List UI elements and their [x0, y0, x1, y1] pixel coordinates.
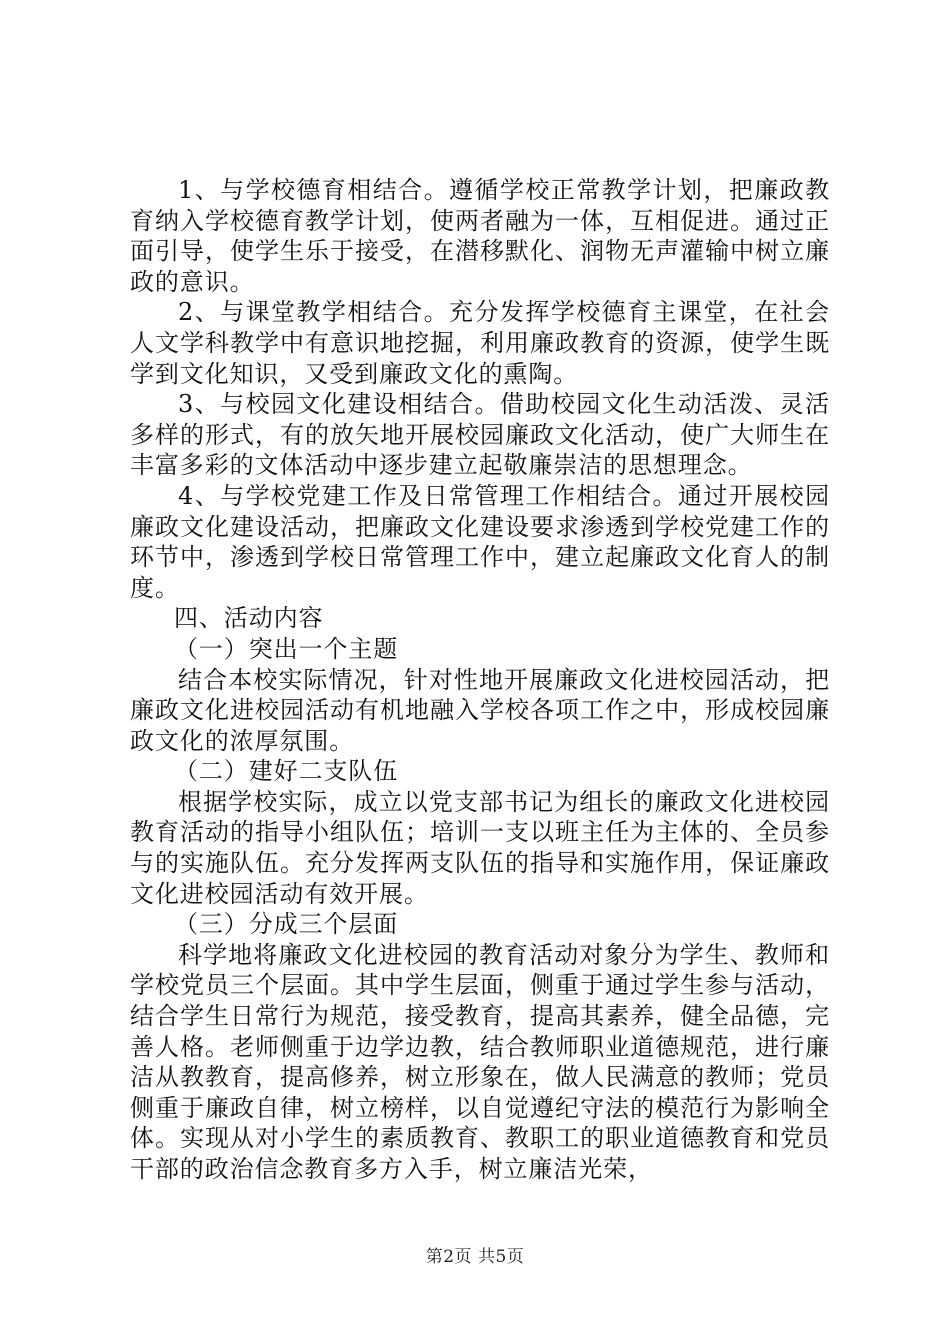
document-body: [130, 175, 830, 1185]
paragraph-one-theme: 结合本校实际情况，针对性地开展廉政文化进校园活动，把廉政文化进校园活动有机地融入学校各项工作之中，形成校园廉政文化的浓厚氛围。: [130, 665, 830, 755]
paragraph-classroom-teaching: 2、与课堂教学相结合。充分发挥学校德育主课堂，在社会人文学科教学中有意识地挖掘，利用廉政教育的资源，使学生既学到文化知识，又受到廉政文化的熏陶。: [130, 298, 830, 388]
subheading-one-theme: （一）突出一个主题: [174, 634, 399, 663]
paragraph-party-building: 4、与学校党建工作及日常管理工作相结合。通过开展校园廉政文化建设活动，把廉政文化建设要求渗透到学校党建工作的环节中，渗透到学校日常管理工作中，建立起廉政文化育人的制度。: [130, 481, 830, 602]
page-number-footer: 第2页 共5页: [425, 1247, 525, 1267]
paragraph-three-levels: 科学地将廉政文化进校园的教育活动对象分为学生、教师和学校党员三个层面。其中学生层面，侧重于通过学生参与活动，结合学生日常行为规范，接受教育，提高其素养，健全品德，完善人格。老师侧重于边学边教，结合教师职业道德规范，进行廉洁从教教育，提高修养，树立形象在，做人民满意的教师；党员侧重于廉政自律，树立榜样，以自觉遵纪守法的模范行为影响全体。实现从对小学生的素质教育、教职工的职业道德教育和党员干部的政治信念教育多方入手，树立廉洁光荣，: [130, 940, 830, 1183]
paragraph-moral-education: 1、与学校德育相结合。遵循学校正常教学计划，把廉政教育纳入学校德育教学计划，使两者融为一体，互相促进。通过正面引导，使学生乐于接受，在潜移默化、润物无声灌输中树立廉政的意识。: [130, 176, 830, 296]
paragraph-campus-culture: 3、与校园文化建设相结合。借助校园文化生动活泼、灵活多样的形式，有的放矢地开展校园廉政文化活动，使广大师生在丰富多彩的文体活动中逐步建立起敬廉崇洁的思想理念。: [130, 390, 830, 480]
paragraph-two-teams: 根据学校实际，成立以党支部书记为组长的廉政文化进校园教育活动的指导小组队伍；培训一支以班主任为主体的、全员参与的实施队伍。充分发挥两支队伍的指导和实施作用，保证廉政文化进校园活动有效开展。: [130, 787, 830, 908]
subheading-three-levels: （三）分成三个层面: [174, 910, 399, 939]
section-heading-activity-content: 四、活动内容: [174, 604, 324, 633]
subheading-two-teams: （二）建好二支队伍: [174, 757, 399, 786]
